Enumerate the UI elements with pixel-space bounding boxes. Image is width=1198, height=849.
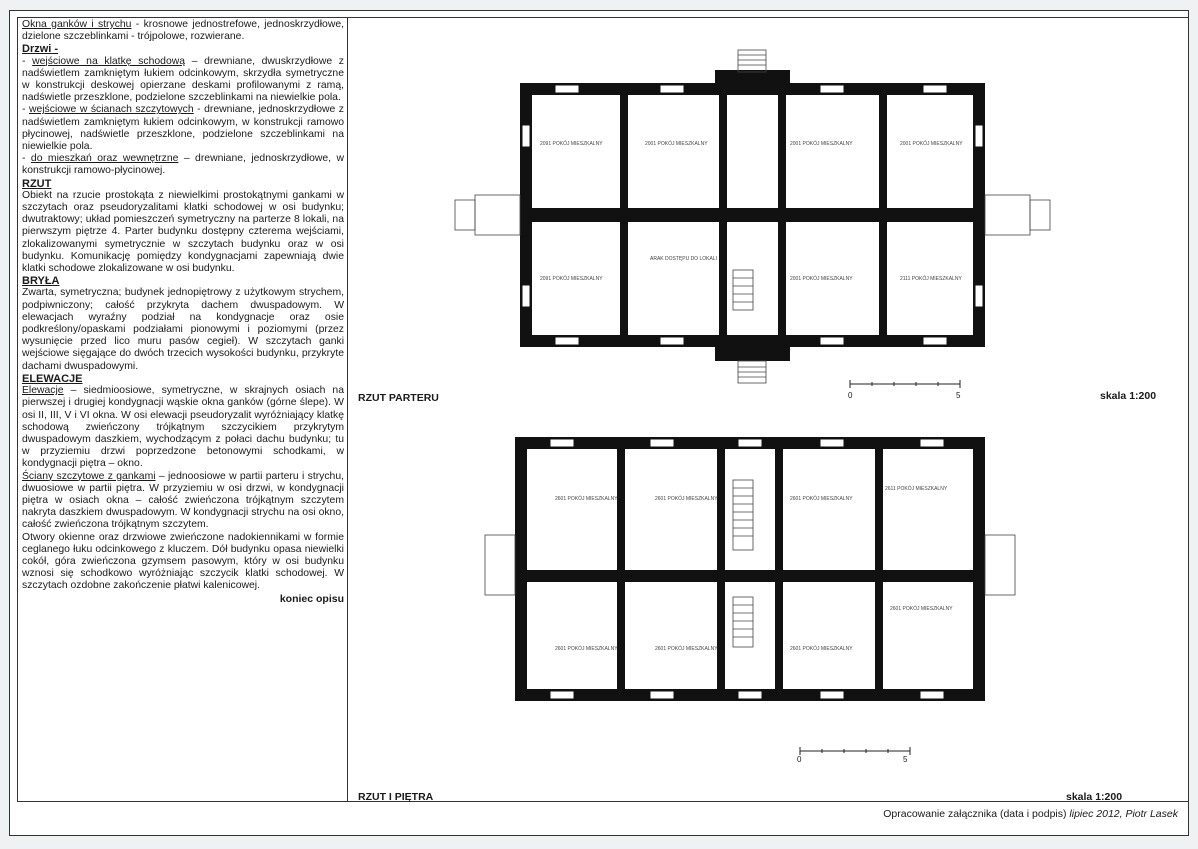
description-column: [22, 19, 344, 605]
elevations-2-text: – jednoosiowe w partii parteru i strychu, dwuosiowe w partii piętra. W przyziemiu w osi drzwi, w kondygnacji piętra w osiach okna – całość zwieńczona trójkątnym szczytem nakryta daszkiem dwuspadowym. W kondygnacji strychu na osi okno, całość zwieńczona trójkątnym szczytem.: [22, 470, 345, 531]
ground-scale-five: 5: [956, 391, 961, 400]
svg-text:2001 POKÓJ MIESZKALNY: 2001 POKÓJ MIESZKALNY: [900, 141, 963, 147]
doors-heading: Drzwi -: [22, 43, 59, 56]
svg-text:2001 POKÓJ MIESZKALNY: 2001 POKÓJ MIESZKALNY: [790, 276, 853, 282]
ground-floor-plan: [445, 45, 1085, 390]
ground-floor-title: RZUT PARTERU: [358, 392, 439, 404]
doors-paragraph-1: - wejściowe na klatkę schodową – drewniane, dwuskrzydłowe z nadświetlem zamkniętym łukiem odcinkowym, skrzydła symetryczne w konstrukcji deskowej opierzane deskami profilowanymi z ramą, nadświetle przeszklone, podzielone szczeblinkami na niewielkie pola.: [22, 55, 344, 104]
first-floor-scale: skala 1:200: [1066, 791, 1123, 803]
doors-1-lead: wejściowe na klatkę schodową: [32, 55, 186, 67]
elevations-paragraph-3: Otwory okienne oraz drzwiowe zwieńczone nadokiennikami w formie ceglanego łuku odcinkowego z kluczem. Dół budynku opasa niewielki cokół, góra zwieńczona gzymsem pasowym, który w osi budynku wznosi się schodkowo wyróżniając szczycik klatki schodowej. W szczytach ozdobne zakończenie płatwi kalenicowej.: [22, 531, 344, 592]
ground-scale-zero: 0: [848, 391, 853, 400]
elevations-2-lead: Ściany szczytowe z gankami: [22, 470, 156, 482]
first-scale-five: 5: [903, 755, 908, 764]
footer-label: Opracowanie załącznika (data i podpis): [883, 808, 1070, 820]
doors-3-text: – drewniane, jednoskrzydłowe, w konstrukcji ramowo-płycinowej.: [22, 153, 344, 177]
first-floor-stairs: [485, 480, 1015, 647]
end-of-description: koniec opisu: [279, 592, 344, 605]
first-floor-walls: [515, 437, 985, 701]
plan-heading: RZUT: [22, 177, 52, 190]
ground-floor-scale: skala 1:200: [1100, 390, 1157, 402]
svg-text:2601 POKÓJ MIESZKALNY: 2601 POKÓJ MIESZKALNY: [555, 646, 618, 652]
column-divider: [347, 17, 348, 802]
elevations-1-text: – siedmioosiowe, symetryczne, w skrajnych osiach na pierwszej i drugiej kondygnacji wąskie okna ganków (górne ślepe). W osi II, III, V i VI okna. W osi elewacji pseudoryzalit wyróżniający klatkę schodową zwieńczony trójkątnym szczycikiem przykrytym dwuspadowym daszkiem, wychodzącym z połaci dachu budynku; tu w przyziemiu drzwi poprzedzone betonowymi schodkami, w kondygnacji piętra – okno.: [22, 385, 344, 470]
massing-heading: BRYŁA: [22, 275, 60, 288]
elevations-paragraph-1: [22, 385, 344, 470]
footer-divider-left: [17, 801, 347, 802]
doors-1-text: – drewniane, dwuskrzydłowe z nadświetlem zamkniętym łukiem odcinkowym, skrzydła symetryczne w konstrukcji deskowej opierzane deskami profilowanymi z ramą, nadświetle przeszklone, podzielone szczeblinkami na niewielkie pola.: [22, 55, 344, 104]
svg-text:2091 POKÓJ MIESZKALNY: 2091 POKÓJ MIESZKALNY: [540, 141, 603, 147]
footer: [883, 808, 1178, 820]
svg-text:2001 POKÓJ MIESZKALNY: 2001 POKÓJ MIESZKALNY: [645, 141, 708, 147]
elevations-paragraph-2: [22, 471, 344, 532]
svg-text:2601 POKÓJ MIESZKALNY: 2601 POKÓJ MIESZKALNY: [655, 646, 718, 652]
first-floor-plan: [445, 425, 1085, 715]
svg-text:2601 POKÓJ MIESZKALNY: 2601 POKÓJ MIESZKALNY: [555, 496, 618, 502]
doors-paragraph-2: - wejściowe w ścianach szczytowych - drewniane, jednoskrzydłowe z nadświetlem zamkniętym łukiem odcinkowym, w konstrukcji ramowo płycinowej, nadświetle przeszklone, podzielone szczeblinkami na niewielkie pola.: [22, 104, 344, 153]
first-floor-windows: [550, 439, 944, 699]
svg-text:ARAK DOSTĘPU DO LOKALI: ARAK DOSTĘPU DO LOKALI: [650, 256, 717, 262]
windows-paragraph: [22, 19, 344, 43]
doors-2-text: - drewniane, jednoskrzydłowe z nadświetlem zamkniętym łukiem odcinkowym, w konstrukcji ramowo płycinowej, nadświetle przeszklone, podzielone szczeblinkami na niewielkie pola.: [22, 104, 344, 153]
first-floor-room-labels: [555, 485, 953, 652]
ground-floor-walls: [520, 70, 985, 361]
svg-text:2601 POKÓJ MIESZKALNY: 2601 POKÓJ MIESZKALNY: [790, 646, 853, 652]
svg-text:2601 POKÓJ MIESZKALNY: 2601 POKÓJ MIESZKALNY: [790, 496, 853, 502]
windows-lead: Okna ganków i strychu: [22, 19, 132, 30]
svg-text:2601 POKÓJ MIESZKALNY: 2601 POKÓJ MIESZKALNY: [655, 496, 718, 502]
svg-text:2611 POKÓJ MIESZKALNY: 2611 POKÓJ MIESZKALNY: [885, 486, 948, 492]
footer-divider: [347, 801, 1188, 802]
elevations-1-lead: Elewacje: [22, 385, 64, 397]
svg-text:2601 POKÓJ MIESZKALNY: 2601 POKÓJ MIESZKALNY: [890, 606, 953, 612]
footer-value: lipiec 2012, Piotr Lasek: [1069, 808, 1178, 820]
plan-paragraph: Obiekt na rzucie prostokąta z niewielkimi prostokątnymi gankami w szczytach oraz pseudoryzalitami klatki schodowej w osi budynku; dwutraktowy; układ pomieszczeń symetryczny na parterze 8 lokali, na pierwszym piętrze 4. Parter budynku dostępny czterema wejściami, zlokalizowanymi symetrycznie w szczytach budynku oraz w osi budynku. Komunikację pomiędzy kondygnacjami zapewniają dwie klatki schodowe zlokalizowane w osi budynku.: [22, 189, 344, 275]
doors-3-lead: do mieszkań oraz wewnętrzne: [30, 153, 179, 165]
windows-text: - krosnowe jednostrefowe, jednoskrzydłowe, dzielone szczeblinkami - trójpolowe, rozwierane.: [22, 19, 344, 43]
svg-text:2111 POKÓJ MIESZKALNY: 2111 POKÓJ MIESZKALNY: [900, 276, 962, 282]
frame-top: [17, 17, 1188, 18]
first-scale-zero: 0: [797, 755, 802, 764]
svg-text:2091 POKÓJ MIESZKALNY: 2091 POKÓJ MIESZKALNY: [540, 276, 603, 282]
massing-paragraph: Zwarta, symetryczna; budynek jednopiętrowy z użytkowym strychem, podpiwniczony; całość przykryta dachem dwuspadowym. W elewacjach wyraźny podział na kondygnacje oraz osie podkreślony/opaskami podziałami pionowymi i poziomymi (przez wysunięcie przed lico muru pasów cegieł). W szczytach ganki wejściowe sięgające do dwóch trzecich wysokości budynku, przykryte dachami dwuspadowymi.: [22, 287, 344, 372]
svg-text:2001 POKÓJ MIESZKALNY: 2001 POKÓJ MIESZKALNY: [790, 141, 853, 147]
first-floor-title: RZUT I PIĘTRA: [358, 791, 434, 803]
doors-2-lead: wejściowe w ścianach szczytowych: [28, 104, 194, 116]
frame-left: [17, 17, 18, 802]
doors-paragraph-3: - do mieszkań oraz wewnętrzne – drewniane, jednoskrzydłowe, w konstrukcji ramowo-płycinowej.: [22, 153, 344, 177]
elevations-heading: ELEWACJE: [22, 372, 83, 385]
